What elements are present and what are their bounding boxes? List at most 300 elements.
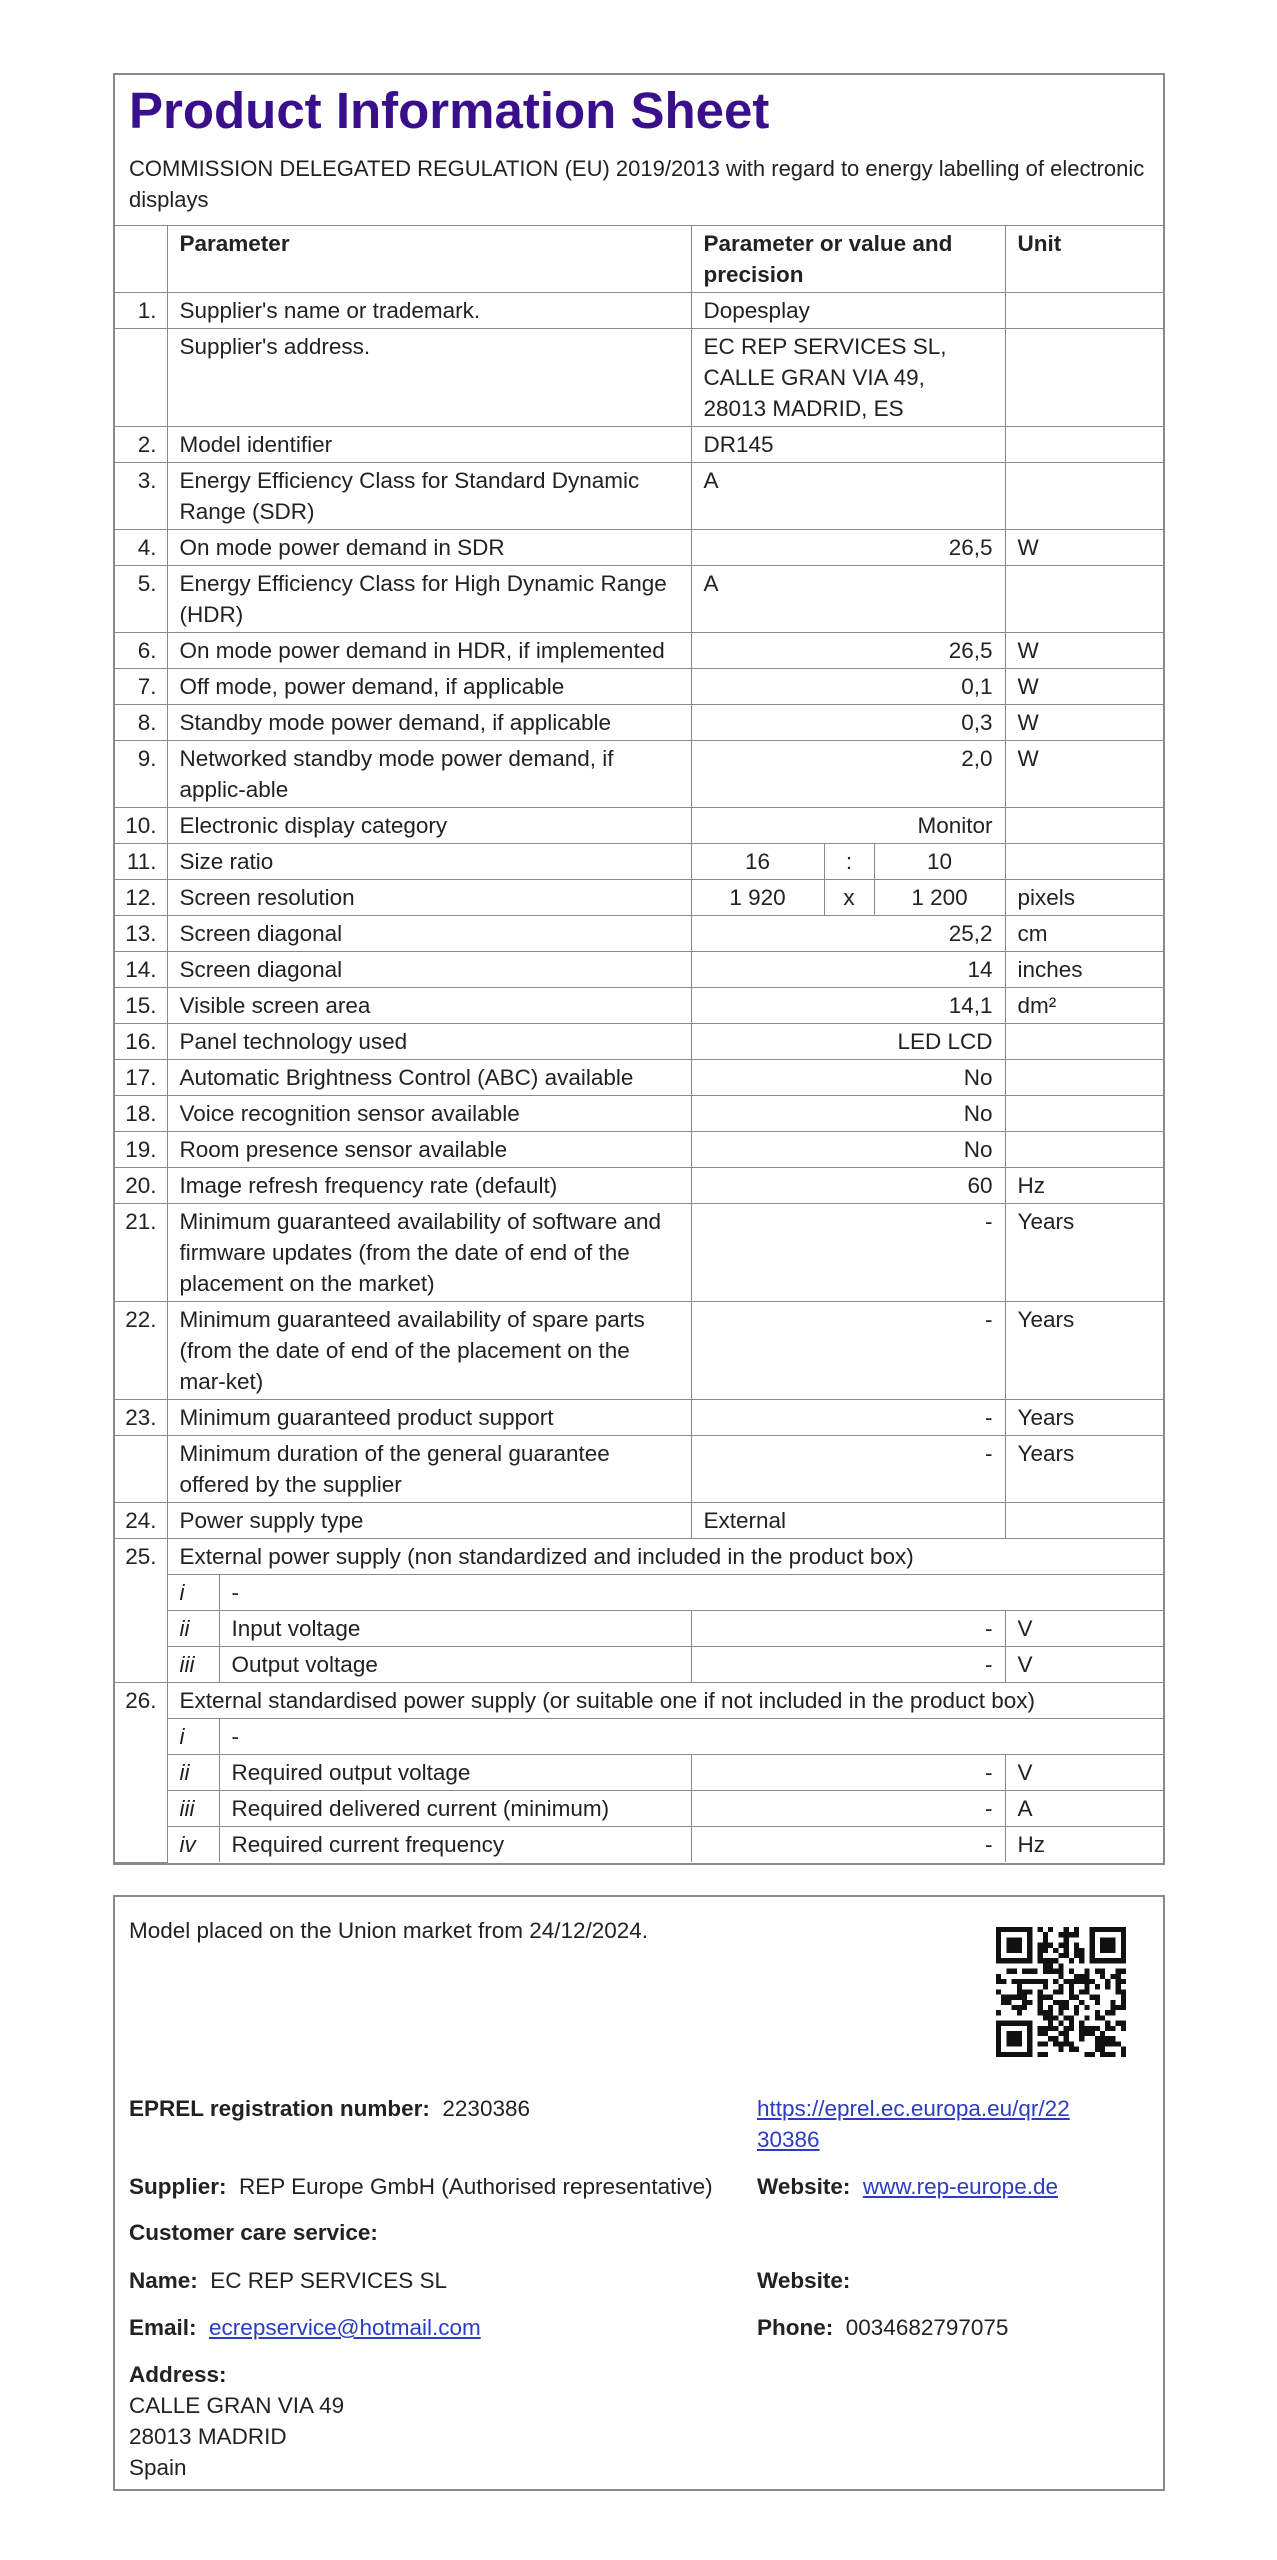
qr-module	[1064, 1948, 1069, 1953]
sub-unit: Hz	[1005, 1827, 1165, 1863]
qr-module	[1116, 1969, 1121, 1974]
qr-module	[1064, 2026, 1069, 2031]
qr-module	[1095, 1969, 1100, 1974]
eprel-number: 2230386	[442, 2096, 531, 2121]
qr-module	[1027, 1989, 1032, 1994]
qr-module	[1084, 2015, 1089, 2020]
qr-module	[1048, 1963, 1053, 1968]
parameter-name: Image refresh frequency rate (default)	[167, 1168, 691, 1204]
qr-module	[1079, 2021, 1084, 2026]
qr-module	[1095, 2010, 1100, 2015]
qr-module	[1006, 1969, 1011, 1974]
parameter-unit: inches	[1005, 952, 1165, 988]
qr-module	[1017, 2005, 1022, 2010]
row-number: 10.	[115, 808, 167, 844]
eprel-url-line2[interactable]: 30386	[757, 2127, 820, 2152]
sub-index: iv	[167, 1827, 219, 1863]
qr-module	[1012, 1969, 1017, 1974]
supplier-label: Supplier:	[129, 2174, 227, 2199]
sub-unit: A	[1005, 1791, 1165, 1827]
qr-module	[1043, 2052, 1048, 2057]
qr-module	[1105, 2021, 1110, 2026]
parameter-value: 26,5	[691, 633, 1005, 669]
qr-module	[1074, 1927, 1079, 1932]
parameter-unit: Years	[1005, 1400, 1165, 1436]
qr-module	[1032, 1969, 1037, 1974]
parameter-name: Screen diagonal	[167, 916, 691, 952]
parameter-unit	[1005, 1132, 1165, 1168]
row-number: 13.	[115, 916, 167, 952]
qr-module	[1121, 2005, 1126, 2010]
sub-unit: V	[1005, 1755, 1165, 1791]
row-number	[115, 1436, 167, 1503]
qr-module	[1038, 2052, 1043, 2057]
contact-address	[129, 2359, 344, 2483]
eprel-url-line1[interactable]: https://eprel.ec.europa.eu/qr/22	[757, 2096, 1070, 2121]
supplier-line	[129, 2171, 713, 2202]
parameter-unit	[1005, 1060, 1165, 1096]
qr-module	[1100, 2047, 1105, 2052]
qr-module	[1079, 1948, 1084, 1953]
qr-module	[1064, 1979, 1069, 1984]
address-line: 28013 MADRID	[129, 2424, 287, 2449]
qr-module	[1116, 2021, 1121, 2026]
qr-module	[1043, 1943, 1048, 1948]
qr-module	[1116, 1979, 1121, 1984]
parameter-name: Supplier's address.	[167, 329, 691, 427]
qr-module	[1053, 1948, 1058, 1953]
qr-module	[1116, 1974, 1121, 1979]
qr-module	[1074, 1974, 1079, 1979]
qr-module	[1074, 1953, 1079, 1958]
qr-module	[1064, 2005, 1069, 2010]
qr-module	[1079, 2031, 1084, 2036]
qr-module	[1100, 2052, 1105, 2057]
qr-module	[1100, 2036, 1105, 2041]
table-row	[115, 1204, 1165, 1302]
parameter-name: Minimum guaranteed availability of spare parts (from the date of end of the placement on the mar-ket)	[167, 1302, 691, 1400]
value-separator: x	[824, 880, 874, 916]
parameter-unit	[1005, 844, 1165, 880]
qr-module	[1069, 1984, 1074, 1989]
parameter-name: Energy Efficiency Class for High Dynamic Range (HDR)	[167, 566, 691, 633]
qr-module	[1027, 1979, 1032, 1984]
contact-phone	[757, 2312, 1008, 2343]
parameter-unit: W	[1005, 530, 1165, 566]
contact-website-label: Website:	[757, 2268, 851, 2293]
table-row	[115, 1060, 1165, 1096]
qr-module	[1043, 2031, 1048, 2036]
qr-module	[1100, 2031, 1105, 2036]
table-row	[115, 916, 1165, 952]
qr-module	[1121, 1995, 1126, 2000]
qr-module	[1121, 1989, 1126, 1994]
contact-email	[129, 2312, 481, 2343]
qr-module	[1048, 2005, 1053, 2010]
row-number: 5.	[115, 566, 167, 633]
qr-module	[1084, 1969, 1089, 1974]
parameter-table	[115, 225, 1165, 1863]
row-number: 9.	[115, 741, 167, 808]
qr-module	[996, 1974, 1001, 1979]
qr-module	[1058, 2000, 1063, 2005]
customer-care-heading: Customer care service:	[129, 2220, 378, 2245]
qr-module	[1110, 1974, 1115, 1979]
qr-module	[1022, 1995, 1027, 2000]
qr-module	[1105, 2010, 1110, 2015]
header-number-cell	[115, 226, 167, 293]
qr-module	[1121, 1979, 1126, 1984]
qr-module	[1053, 2036, 1058, 2041]
table-row	[115, 463, 1165, 530]
supplier-value: REP Europe GmbH (Authorised representative)	[239, 2174, 713, 2199]
qr-module	[1110, 2036, 1115, 2041]
parameter-name: Screen resolution	[167, 880, 691, 916]
table-row	[115, 427, 1165, 463]
qr-module	[1048, 1958, 1053, 1963]
parameter-name: Standby mode power demand, if applicable	[167, 705, 691, 741]
parameter-name: Voice recognition sensor available	[167, 1096, 691, 1132]
qr-module	[1116, 2041, 1121, 2046]
qr-module	[1121, 2026, 1126, 2031]
qr-module	[1038, 1979, 1043, 1984]
table-row	[115, 329, 1165, 427]
qr-module	[1079, 1974, 1084, 1979]
qr-module	[1121, 2000, 1126, 2005]
qr-module	[1069, 2021, 1074, 2026]
qr-module	[1069, 1969, 1074, 1974]
parameter-unit: Years	[1005, 1302, 1165, 1400]
parameter-value: Dopesplay	[691, 293, 1005, 329]
parameter-name: Minimum guaranteed availability of software and firmware updates (from the date of end of the placement on the market)	[167, 1204, 691, 1302]
qr-module	[1001, 1979, 1006, 1984]
qr-module	[1074, 2047, 1079, 2052]
qr-module	[1006, 2000, 1011, 2005]
table-row	[115, 705, 1165, 741]
qr-module	[1121, 1969, 1126, 1974]
qr-module	[1084, 1984, 1089, 1989]
qr-module	[1058, 1953, 1063, 1958]
row-number: 7.	[115, 669, 167, 705]
qr-module	[1058, 2005, 1063, 2010]
table-row	[115, 1132, 1165, 1168]
qr-module	[1038, 2026, 1043, 2031]
qr-module	[1079, 1958, 1084, 1963]
qr-module	[1090, 1995, 1095, 2000]
qr-module	[1069, 1989, 1074, 1994]
qr-module	[1084, 2005, 1089, 2010]
qr-module	[1048, 1995, 1053, 2000]
qr-module	[1058, 2031, 1063, 2036]
qr-module	[1043, 1963, 1048, 1968]
address-line: CALLE GRAN VIA 49	[129, 2393, 345, 2418]
sub-index: iii	[167, 1791, 219, 1827]
qr-module	[1121, 2047, 1126, 2052]
qr-module	[1105, 2052, 1110, 2057]
qr-module	[1079, 1953, 1084, 1958]
qr-module	[1079, 2000, 1084, 2005]
parameter-value: 14,1	[691, 988, 1005, 1024]
value-part: 16	[691, 844, 824, 880]
table-row	[115, 1436, 1165, 1503]
qr-module	[1116, 1989, 1121, 1994]
qr-module	[1038, 1953, 1043, 1958]
row-number: 15.	[115, 988, 167, 1024]
qr-module	[1064, 2031, 1069, 2036]
parameter-unit: W	[1005, 669, 1165, 705]
row-number: 22.	[115, 1302, 167, 1400]
parameter-value: -	[691, 1302, 1005, 1400]
phone-value: 0034682797075	[845, 2315, 1009, 2340]
parameter-unit	[1005, 1096, 1165, 1132]
qr-module	[1038, 1943, 1043, 1948]
qr-module	[1100, 2041, 1105, 2046]
table-row	[115, 226, 1165, 293]
supplier-website-link[interactable]: www.rep-europe.de	[862, 2174, 1058, 2199]
qr-module	[1053, 2041, 1058, 2046]
qr-module	[1043, 1937, 1048, 1942]
row-number: 23.	[115, 1400, 167, 1436]
qr-module	[1006, 2031, 1022, 2047]
table-row	[115, 1719, 1165, 1755]
table-row	[115, 566, 1165, 633]
qr-module	[1038, 2005, 1043, 2010]
row-number: 18.	[115, 1096, 167, 1132]
qr-module	[1058, 2021, 1063, 2026]
qr-module	[996, 1989, 1001, 1994]
qr-module	[1116, 1984, 1121, 1989]
parameter-value: No	[691, 1132, 1005, 1168]
qr-module	[1058, 1974, 1063, 1979]
qr-module	[1058, 1943, 1063, 1948]
qr-module	[1043, 1932, 1048, 1937]
qr-module	[1022, 2005, 1027, 2010]
row-number: 4.	[115, 530, 167, 566]
qr-module	[1058, 1932, 1063, 1937]
qr-module	[1053, 1969, 1058, 1974]
parameter-unit: W	[1005, 633, 1165, 669]
qr-module	[1121, 2052, 1126, 2057]
qr-module	[1079, 2036, 1084, 2041]
qr-module	[996, 2010, 1001, 2015]
qr-module	[1006, 1995, 1011, 2000]
qr-module	[1048, 2021, 1053, 2026]
parameter-value: -	[691, 1400, 1005, 1436]
parameter-unit: Years	[1005, 1436, 1165, 1503]
qr-module	[1038, 2000, 1043, 2005]
qr-module	[1048, 2015, 1053, 2020]
row-number: 20.	[115, 1168, 167, 1204]
qr-module	[1038, 2010, 1043, 2015]
qr-module	[1116, 2005, 1121, 2010]
qr-module	[1043, 2026, 1048, 2031]
row-number: 14.	[115, 952, 167, 988]
parameter-unit: dm²	[1005, 988, 1165, 1024]
table-row	[115, 880, 1165, 916]
parameter-value: LED LCD	[691, 1024, 1005, 1060]
table-row	[115, 844, 1165, 880]
eprel-link[interactable]	[757, 2093, 1070, 2155]
group-title: External power supply (non standardized and included in the product box)	[167, 1539, 1165, 1575]
address-label: Address:	[129, 2362, 227, 2387]
name-value: EC REP SERVICES SL	[210, 2268, 448, 2293]
qr-module	[1053, 1979, 1058, 1984]
qr-module	[1121, 2021, 1126, 2026]
qr-module	[1064, 2041, 1069, 2046]
parameter-value: 14	[691, 952, 1005, 988]
qr-module	[1022, 1969, 1027, 1974]
parameter-unit: Years	[1005, 1204, 1165, 1302]
parameter-value: DR145	[691, 427, 1005, 463]
qr-module	[1074, 1932, 1079, 1937]
table-row	[115, 1168, 1165, 1204]
qr-module	[1069, 2041, 1074, 2046]
qr-module	[1095, 2041, 1100, 2046]
parameter-value: EC REP SERVICES SL, CALLE GRAN VIA 49, 28013 MADRID, ES	[691, 329, 1005, 427]
qr-module	[1001, 1995, 1006, 2000]
sub-value: -	[691, 1755, 1005, 1791]
qr-module	[1100, 1974, 1105, 1979]
row-number: 26.	[115, 1683, 167, 1863]
row-number: 17.	[115, 1060, 167, 1096]
qr-module	[1058, 1984, 1063, 1989]
parameter-value: -	[691, 1204, 1005, 1302]
qr-module	[1069, 2015, 1074, 2020]
qr-module	[1053, 1989, 1058, 1994]
qr-code[interactable]	[996, 1927, 1126, 2057]
qr-module	[1069, 1979, 1074, 1984]
parameter-name: Room presence sensor available	[167, 1132, 691, 1168]
qr-module	[1017, 1979, 1022, 1984]
parameter-name: On mode power demand in SDR	[167, 530, 691, 566]
qr-module	[1043, 1948, 1048, 1953]
table-row	[115, 293, 1165, 329]
supplier-website	[757, 2171, 1058, 2202]
row-number: 11.	[115, 844, 167, 880]
qr-module	[1038, 1989, 1043, 1994]
qr-module	[1074, 1948, 1079, 1953]
qr-module	[1048, 1943, 1053, 1948]
table-row	[115, 1400, 1165, 1436]
value-separator: :	[824, 844, 874, 880]
parameter-unit	[1005, 293, 1165, 329]
table-row	[115, 669, 1165, 705]
parameter-value: 25,2	[691, 916, 1005, 952]
qr-module	[1043, 1969, 1048, 1974]
qr-module	[1100, 1937, 1116, 1953]
parameter-name: Screen diagonal	[167, 952, 691, 988]
qr-module	[1084, 2052, 1089, 2057]
qr-module	[1043, 1984, 1048, 1989]
qr-module	[1069, 1995, 1074, 2000]
qr-module	[1105, 2036, 1110, 2041]
qr-module	[1079, 1979, 1084, 1984]
qr-module	[1017, 1995, 1022, 2000]
qr-module	[1048, 2026, 1053, 2031]
qr-module	[1074, 2010, 1079, 2015]
qr-module	[1074, 1979, 1079, 1984]
sub-index: i	[167, 1719, 219, 1755]
eprel-label: EPREL registration number:	[129, 2096, 430, 2121]
table-row	[115, 1611, 1165, 1647]
table-row	[115, 1827, 1165, 1863]
table-row	[115, 1647, 1165, 1683]
qr-module	[1079, 2026, 1084, 2031]
qr-module	[1038, 2031, 1043, 2036]
sub-label: Input voltage	[219, 1611, 691, 1647]
parameter-name: Automatic Brightness Control (ABC) available	[167, 1060, 691, 1096]
qr-module	[1006, 1937, 1022, 1953]
qr-module	[1095, 2047, 1100, 2052]
table-row	[115, 530, 1165, 566]
qr-module	[1043, 2015, 1048, 2020]
parameter-unit	[1005, 427, 1165, 463]
qr-module	[1043, 2041, 1048, 2046]
header-value: Parameter or value and precision	[691, 226, 1005, 293]
parameter-value: 0,3	[691, 705, 1005, 741]
qr-module	[1074, 1995, 1079, 2000]
email-link[interactable]: ecrepservice@hotmail.com	[209, 2315, 481, 2340]
qr-module	[1053, 2015, 1058, 2020]
website-label: Website:	[757, 2174, 851, 2199]
qr-module	[1038, 1958, 1043, 1963]
sub-label: Required delivered current (minimum)	[219, 1791, 691, 1827]
qr-module	[1105, 1979, 1110, 1984]
qr-module	[1069, 2047, 1074, 2052]
parameter-value: Monitor	[691, 808, 1005, 844]
qr-module	[1064, 1953, 1069, 1958]
qr-module	[1043, 1979, 1048, 1984]
parameter-name: On mode power demand in HDR, if implemented	[167, 633, 691, 669]
sub-index: i	[167, 1575, 219, 1611]
qr-module	[1027, 2000, 1032, 2005]
qr-module	[1095, 2036, 1100, 2041]
qr-module	[1058, 2041, 1063, 2046]
qr-module	[1110, 2026, 1115, 2031]
qr-module	[1012, 1979, 1017, 1984]
parameter-value: External	[691, 1503, 1005, 1539]
row-number: 21.	[115, 1204, 167, 1302]
sub-value: -	[691, 1827, 1005, 1863]
qr-module	[1084, 1989, 1089, 1994]
table-row	[115, 1791, 1165, 1827]
qr-module	[1095, 1984, 1100, 1989]
parameter-value: A	[691, 463, 1005, 530]
parameter-name: Off mode, power demand, if applicable	[167, 669, 691, 705]
parameter-name: Supplier's name or trademark.	[167, 293, 691, 329]
parameter-unit	[1005, 566, 1165, 633]
qr-module	[1100, 2015, 1105, 2020]
table-row	[115, 1302, 1165, 1400]
qr-module	[1053, 2026, 1058, 2031]
table-row	[115, 1683, 1165, 1719]
parameter-unit	[1005, 1503, 1165, 1539]
parameter-unit: W	[1005, 741, 1165, 808]
parameter-value: 0,1	[691, 669, 1005, 705]
qr-module	[1090, 2052, 1095, 2057]
parameter-unit	[1005, 1024, 1165, 1060]
qr-module	[1095, 1995, 1100, 2000]
name-label: Name:	[129, 2268, 198, 2293]
qr-module	[1048, 1969, 1053, 1974]
qr-module	[1048, 1927, 1053, 1932]
value-part: 1 200	[874, 880, 1005, 916]
parameter-value: -	[691, 1436, 1005, 1503]
table-row	[115, 1575, 1165, 1611]
table-row	[115, 952, 1165, 988]
qr-module	[1058, 2010, 1063, 2015]
table-row	[115, 741, 1165, 808]
